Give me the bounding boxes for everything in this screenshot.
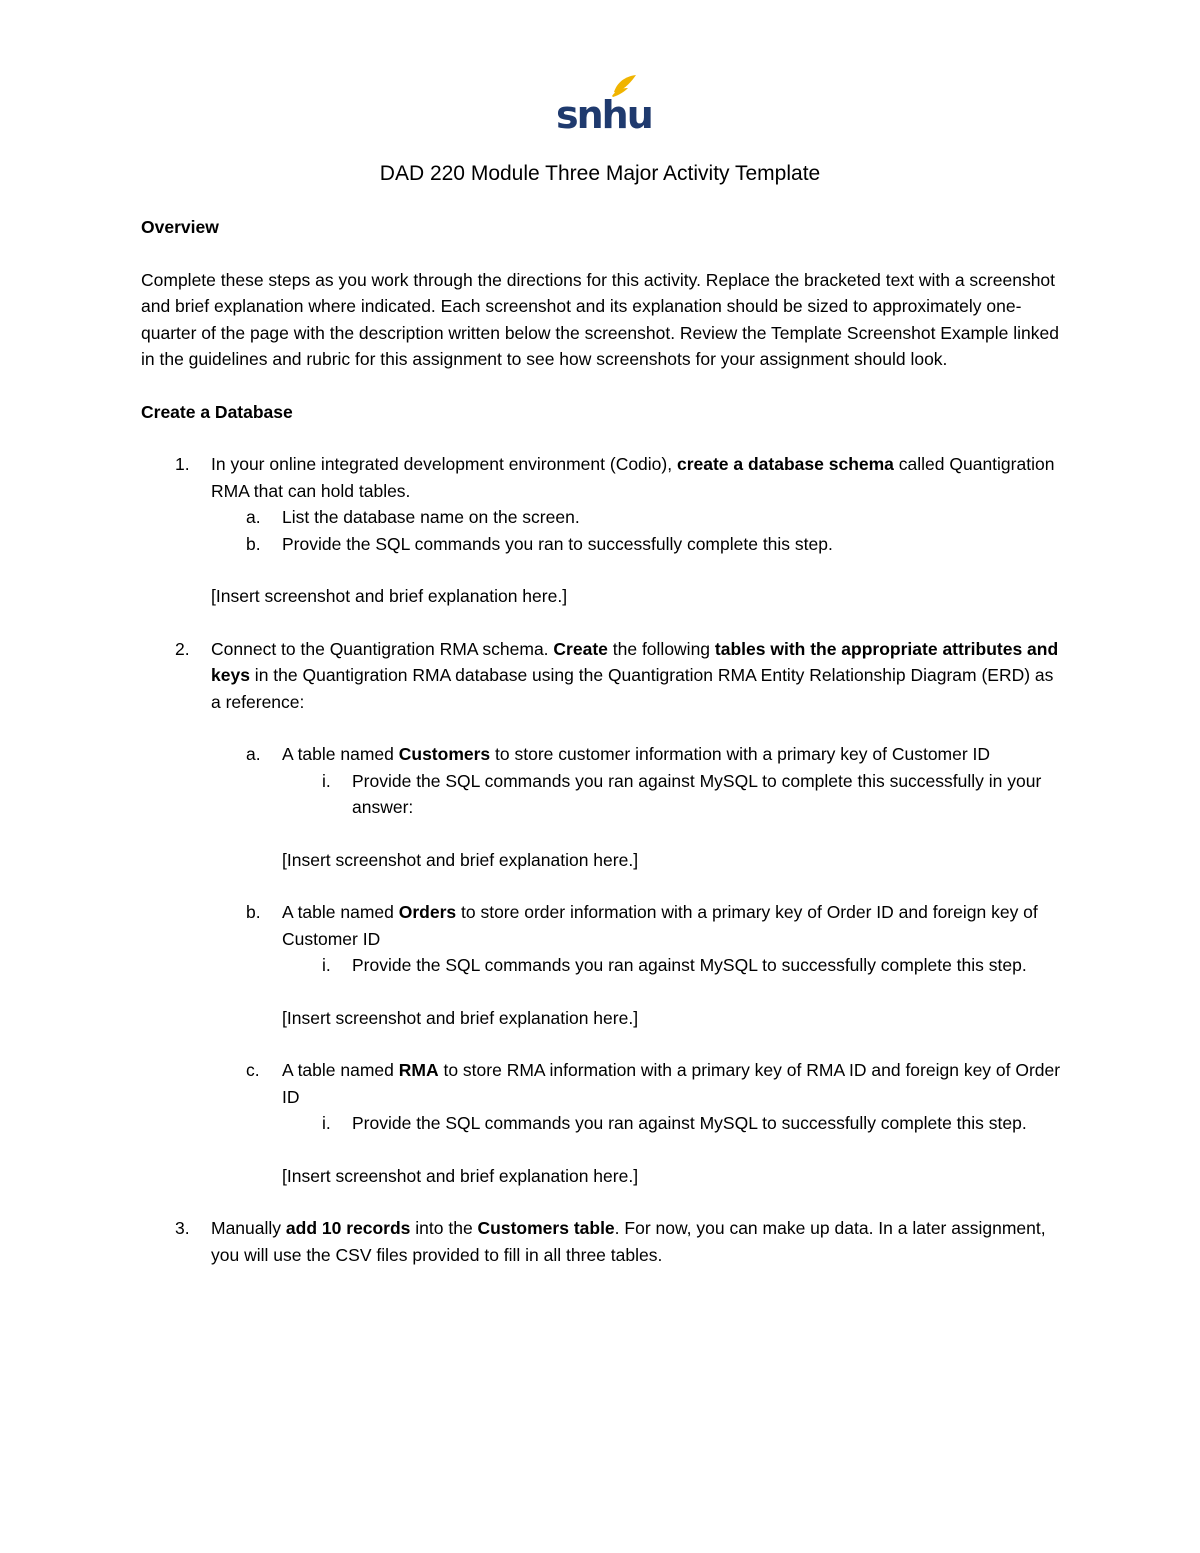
step-1: 1. In your online integrated development environment (Codio), create a database schema called Quantigration RMA that can hold tables. [141,451,1061,504]
step-1b: b. Provide the SQL commands you ran to successfully complete this step. [141,531,1061,558]
sub-step-letter: b. [246,533,261,554]
step-2c: c. A table named RMA to store RMA information with a primary key of RMA ID and foreign key of Order ID [141,1057,1061,1110]
sub-step-roman: i. [322,955,331,975]
overview-paragraph: Complete these steps as you work through the directions for this activity. Replace the bracketed text with a screenshot and brief explanation where indicated. Each screenshot and its explanation should be sized to approximately one-quarter of the page with the description written below the screenshot. Review the Template Screenshot Example linked in the guidelines and rubric for this assignment to see how screenshots for your assignment should look. [141,269,1059,369]
insert-placeholder: [Insert screenshot and brief explanation here.] [282,1007,639,1028]
step-2c-i: i. Provide the SQL commands you ran against MySQL to successfully complete this step. [141,1110,1061,1137]
step-number: 3. [175,1218,190,1238]
sub-step-letter: c. [246,1060,260,1080]
sub-step-roman: i. [322,770,331,791]
sub-step-roman: i. [322,1113,331,1133]
step-2: 2. Connect to the Quantigration RMA schema. Create the following tables with the appropriate attributes and keys in the Quantigration RMA database using the Quantigration RMA Entity Relationship Diagram (ERD) as a reference: [141,636,1061,716]
step-2b: b. A table named Orders to store order information with a primary key of Order ID and foreign key of Customer ID [141,899,1061,952]
svg-text:snhu: snhu [556,93,652,137]
step-2b-i: i. Provide the SQL commands you ran against MySQL to successfully complete this step. [141,952,1061,979]
sub-step-letter: b. [246,902,261,922]
document-body [141,214,1061,1268]
snhu-logo [552,72,652,137]
step-number: 1. [175,454,190,474]
step-2a: a. A table named Customers to store customer information with a primary key of Customer ID [141,741,1061,768]
overview-heading: Overview [141,217,219,237]
sub-step-letter: a. [246,744,261,764]
sub-step-letter: a. [246,507,261,527]
insert-placeholder: [Insert screenshot and brief explanation here.] [282,1165,639,1186]
insert-placeholder: [Insert screenshot and brief explanation here.] [211,586,568,606]
step-number: 2. [175,638,190,659]
step-1a: a. List the database name on the screen. [141,504,1061,531]
step-2a-i: i. Provide the SQL commands you ran against MySQL to complete this successfully in your answer: [141,768,1061,821]
insert-placeholder: [Insert screenshot and brief explanation here.] [282,849,639,870]
step-3: 3. Manually add 10 records into the Customers table. For now, you can make up data. In a later assignment, you will use the CSV files provided to fill in all three tables. [141,1215,1061,1268]
create-database-heading: Create a Database [141,401,293,422]
document-title: DAD 220 Module Three Major Activity Template [379,162,821,185]
